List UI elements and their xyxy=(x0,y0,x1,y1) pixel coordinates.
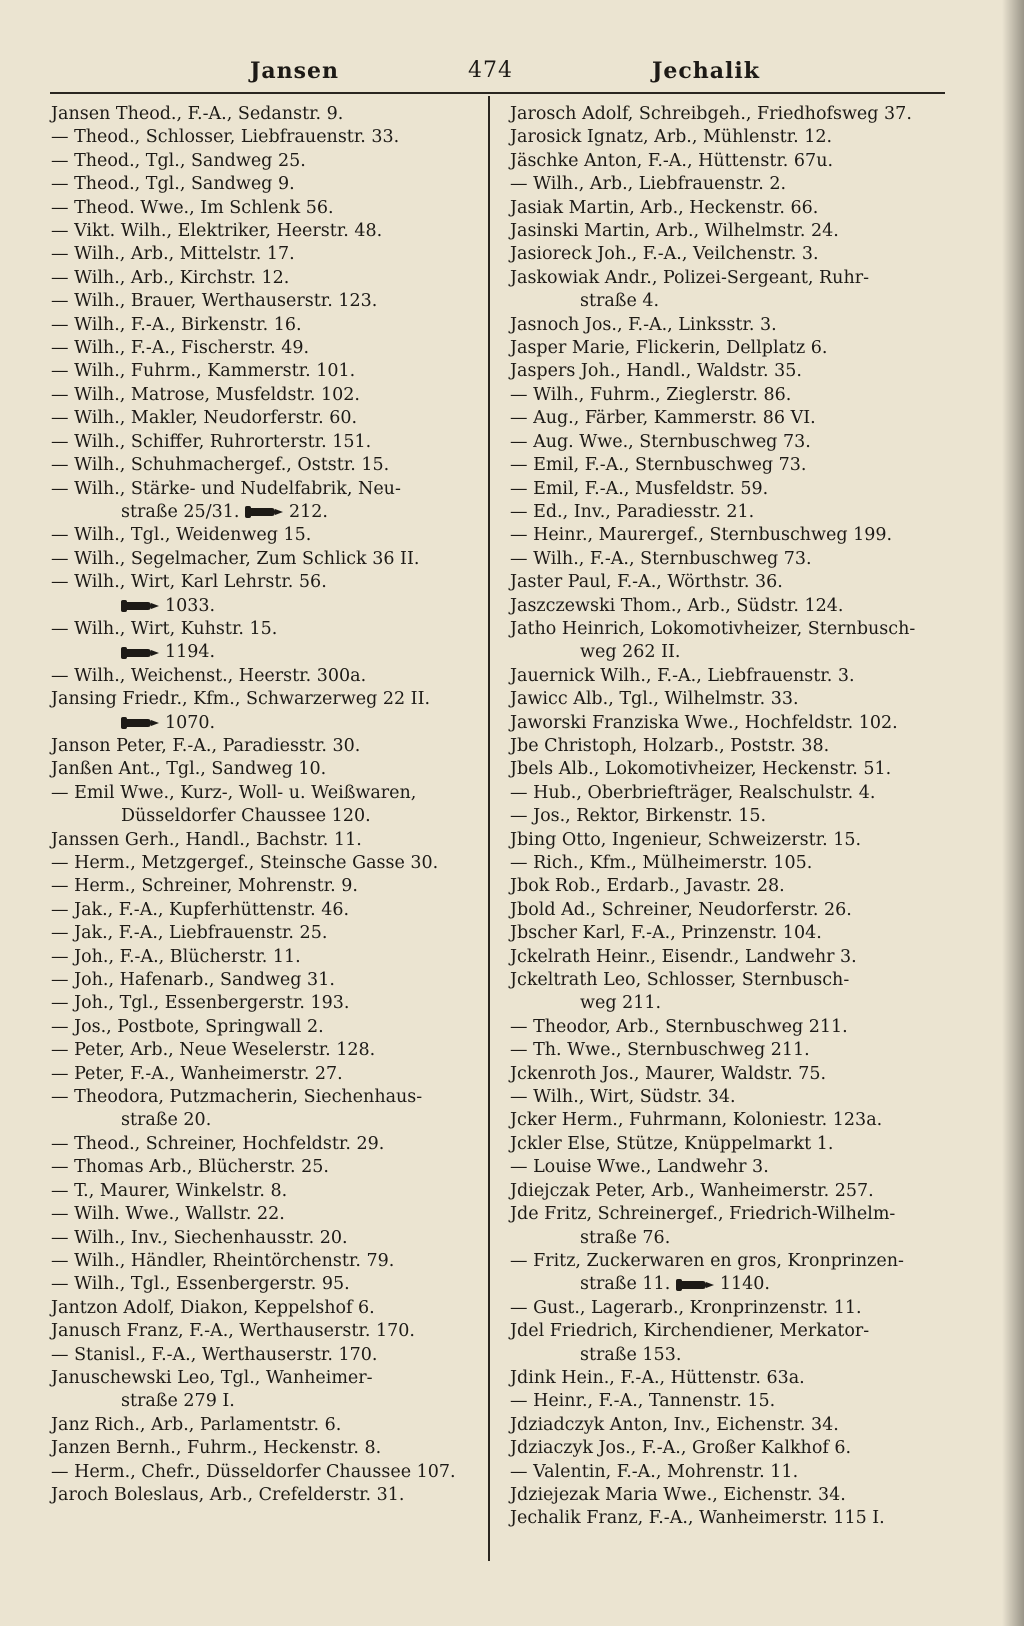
directory-entry xyxy=(51,1063,483,1086)
directory-entry xyxy=(51,969,483,992)
entry-text: — Theodora, Putzmacherin, Siechenhaus- xyxy=(51,1087,423,1108)
entry-text: — Stanisl., F.-A., Werthauserstr. 170. xyxy=(51,1344,378,1365)
entry-text: — Emil, F.-A., Musfeldstr. 59. xyxy=(510,478,769,499)
directory-entry xyxy=(51,1437,483,1460)
entry-text: — Wilh., Tgl., Essenbergerstr. 95. xyxy=(51,1274,350,1295)
entry-text: — Theod., Schlosser, Liebfrauenstr. 33. xyxy=(51,127,400,148)
entry-text: straße 4. xyxy=(580,291,660,312)
directory-entry xyxy=(510,712,942,735)
entry-text: Jbscher Karl, F.-A., Prinzenstr. 104. xyxy=(510,923,822,944)
entry-text: Jasiak Martin, Arb., Heckenstr. 66. xyxy=(510,197,819,218)
entry-text: Jäschke Anton, F.-A., Hüttenstr. 67u. xyxy=(510,150,834,171)
directory-entry xyxy=(51,618,483,641)
entry-continuation xyxy=(510,641,942,664)
directory-entry xyxy=(51,1320,483,1343)
entry-text: Jaroch Boleslaus, Arb., Crefelderstr. 31. xyxy=(51,1484,405,1505)
entry-text: — Wilh. Wwe., Wallstr. 22. xyxy=(51,1204,285,1225)
entry-text: straße 20. xyxy=(121,1110,212,1131)
entry-text: Janusch Franz, F.-A., Werthauserstr. 170. xyxy=(51,1321,415,1342)
entry-text: — Joh., F.-A., Blücherstr. 11. xyxy=(51,946,301,967)
directory-entry xyxy=(510,688,942,711)
entry-text: Jcker Herm., Fuhrmann, Koloniestr. 123a. xyxy=(510,1110,883,1131)
entry-text: Jasinski Martin, Arb., Wilhelmstr. 24. xyxy=(510,221,839,242)
entry-text: — Wilh., Wirt, Karl Lehrstr. 56. xyxy=(51,572,327,593)
entry-text: — Wilh., Händler, Rheintörchenstr. 79. xyxy=(51,1250,395,1271)
directory-entry xyxy=(51,946,483,969)
entry-text: — Th. Wwe., Sternbuschweg 211. xyxy=(510,1040,810,1061)
directory-entry xyxy=(510,150,942,173)
entry-text: — T., Maurer, Winkelstr. 8. xyxy=(51,1180,288,1201)
entry-text: — Theod., Schreiner, Hochfeldstr. 29. xyxy=(51,1133,385,1154)
directory-entry xyxy=(51,197,483,220)
entry-text: straße 279 I. xyxy=(121,1391,235,1412)
directory-entry xyxy=(510,618,942,641)
entry-text: — Heinr., Maurergef., Sternbuschweg 199. xyxy=(510,525,893,546)
directory-entry xyxy=(51,103,483,126)
entry-text: Jauernick Wilh., F.-A., Liebfrauenstr. 3. xyxy=(510,665,855,686)
entry-text: Jdiejczak Peter, Arb., Wanheimerstr. 257. xyxy=(510,1180,874,1201)
entry-continuation xyxy=(510,992,942,1015)
entry-text: — Wilh., Tgl., Weidenweg 15. xyxy=(51,525,312,546)
directory-entry xyxy=(510,360,942,383)
left-column xyxy=(51,103,483,1507)
entry-text: — Aug. Wwe., Sternbuschweg 73. xyxy=(510,431,811,452)
directory-entry xyxy=(510,1180,942,1203)
entry-continuation xyxy=(510,290,942,313)
directory-entry xyxy=(510,384,942,407)
directory-entry xyxy=(510,126,942,149)
entry-text: Jdziadczyk Anton, Inv., Eichenstr. 34. xyxy=(510,1414,839,1435)
directory-entry xyxy=(510,1367,942,1390)
directory-entry xyxy=(51,992,483,1015)
entry-text: — Jos., Rektor, Birkenstr. 15. xyxy=(510,806,767,827)
directory-entry xyxy=(51,524,483,547)
entry-text: — Wilh., Brauer, Werthauserstr. 123. xyxy=(51,291,378,312)
entry-text: — Wilh., Segelmacher, Zum Schlick 36 II. xyxy=(51,548,420,569)
entry-text: Jbold Ad., Schreiner, Neudorferstr. 26. xyxy=(510,899,852,920)
directory-entry xyxy=(51,875,483,898)
entry-continuation xyxy=(51,501,483,524)
entry-text: Jckeltrath Leo, Schlosser, Sternbusch- xyxy=(510,970,850,991)
entry-text: Düsseldorfer Chaussee 120. xyxy=(121,806,371,827)
directory-entry xyxy=(510,1039,942,1062)
entry-text: — Ed., Inv., Paradiesstr. 21. xyxy=(510,501,755,522)
directory-entry xyxy=(510,735,942,758)
directory-entry xyxy=(510,1297,942,1320)
entry-text: weg 262 II. xyxy=(580,642,681,663)
entry-continuation xyxy=(51,1109,483,1132)
entry-text: — Vikt. Wilh., Elektriker, Heerstr. 48. xyxy=(51,221,383,242)
directory-entry xyxy=(510,1250,942,1273)
entry-text: — Wilh., Stärke- und Nudelfabrik, Neu- xyxy=(51,478,401,499)
directory-entry xyxy=(51,571,483,594)
entry-text: straße 25/31. xyxy=(121,501,240,522)
entry-text: — Wilh., F.-A., Fischerstr. 49. xyxy=(51,338,310,359)
entry-text: Jaster Paul, F.-A., Wörthstr. 36. xyxy=(510,572,783,593)
entry-text: — Fritz, Zuckerwaren en gros, Kronprinzen- xyxy=(510,1250,904,1271)
page-edge-shadow xyxy=(1002,0,1024,1626)
entry-text: Jdel Friedrich, Kirchendiener, Merkator- xyxy=(510,1321,870,1342)
telephone-icon xyxy=(121,716,161,730)
entry-text: Jasnoch Jos., F.-A., Linksstr. 3. xyxy=(510,314,777,335)
directory-entry xyxy=(510,595,942,618)
directory-entry xyxy=(51,1273,483,1296)
directory-entry xyxy=(510,829,942,852)
entry-text: Jde Fritz, Schreinergef., Friedrich-Wilhelm- xyxy=(510,1204,896,1225)
directory-entry xyxy=(510,1507,942,1530)
directory-entry xyxy=(510,665,942,688)
directory-entry xyxy=(510,220,942,243)
entry-text: Janson Peter, F.-A., Paradiesstr. 30. xyxy=(51,735,361,756)
entry-text: — Rich., Kfm., Mülheimerstr. 105. xyxy=(510,853,813,873)
entry-text: straße 153. xyxy=(580,1344,682,1365)
telephone-number: 212. xyxy=(289,501,328,522)
entry-text: — Valentin, F.-A., Mohrenstr. 11. xyxy=(510,1461,799,1482)
telephone-number: 1194. xyxy=(165,642,216,663)
directory-entry xyxy=(510,454,942,477)
entry-text: — Theod., Tgl., Sandweg 25. xyxy=(51,150,306,171)
directory-entry xyxy=(510,1156,942,1179)
directory-entry xyxy=(51,126,483,149)
entry-text: Janzen Bernh., Fuhrm., Heckenstr. 8. xyxy=(51,1438,382,1459)
entry-text: Jckelrath Heinr., Eisendr., Landwehr 3. xyxy=(510,946,857,967)
entry-text: — Wilh., Wirt, Südstr. 34. xyxy=(510,1087,736,1108)
entry-text: — Aug., Färber, Kammerstr. 86 VI. xyxy=(510,408,816,429)
directory-entry xyxy=(510,1016,942,1039)
directory-entry xyxy=(510,431,942,454)
directory-entry xyxy=(51,1367,483,1390)
directory-entry xyxy=(510,875,942,898)
entry-text: Jansing Friedr., Kfm., Schwarzerweg 22 II. xyxy=(51,689,431,710)
entry-text: — Jos., Postbote, Springwall 2. xyxy=(51,1016,324,1037)
directory-entry xyxy=(510,524,942,547)
directory-entry xyxy=(51,360,483,383)
entry-text: — Thomas Arb., Blücherstr. 25. xyxy=(51,1157,329,1178)
entry-text: Jantzon Adolf, Diakon, Keppelshof 6. xyxy=(51,1297,375,1318)
entry-text: Jasper Marie, Flickerin, Dellplatz 6. xyxy=(510,338,828,359)
column-divider xyxy=(488,96,490,1561)
directory-entry xyxy=(510,571,942,594)
entry-text: straße 11. xyxy=(580,1274,671,1295)
entry-text: — Wilh., Schuhmachergef., Oststr. 15. xyxy=(51,455,390,476)
directory-entry xyxy=(510,1203,942,1226)
directory-entry xyxy=(51,1180,483,1203)
directory-entry xyxy=(510,314,942,337)
directory-entry xyxy=(510,758,942,781)
entry-text: — Peter, Arb., Neue Weselerstr. 128. xyxy=(51,1040,376,1061)
entry-text: — Wilh., Fuhrm., Zieglerstr. 86. xyxy=(510,384,792,405)
directory-entry xyxy=(51,782,483,805)
running-head-left: Jansen xyxy=(250,58,340,84)
entry-text: — Wilh., Arb., Kirchstr. 12. xyxy=(51,267,290,288)
entry-text: — Wilh., Wirt, Kuhstr. 15. xyxy=(51,618,278,639)
entry-continuation xyxy=(510,1273,942,1296)
directory-entry xyxy=(510,197,942,220)
entry-text: Jdziejezak Maria Wwe., Eichenstr. 34. xyxy=(510,1484,846,1505)
directory-entry xyxy=(510,1063,942,1086)
header-rule xyxy=(50,92,945,94)
directory-entry xyxy=(51,1484,483,1507)
directory-entry xyxy=(510,103,942,126)
entry-text: — Louise Wwe., Landwehr 3. xyxy=(510,1157,769,1178)
directory-entry xyxy=(510,501,942,524)
directory-entry xyxy=(510,1414,942,1437)
entry-text: — Herm., Schreiner, Mohrenstr. 9. xyxy=(51,876,358,897)
entry-text: — Hub., Oberbriefträger, Realschulstr. 4. xyxy=(510,782,876,803)
entry-continuation xyxy=(51,1390,483,1413)
directory-entry xyxy=(510,1461,942,1484)
entry-text: — Herm., Metzgergef., Steinsche Gasse 30. xyxy=(51,853,439,873)
directory-entry xyxy=(510,852,942,875)
directory-entry xyxy=(51,852,483,875)
entry-text: Jatho Heinrich, Lokomotivheizer, Sternbusch- xyxy=(510,618,916,639)
entry-text: Jansen Theod., F.-A., Sedanstr. 9. xyxy=(51,104,344,124)
page-number: 474 xyxy=(468,58,513,83)
entry-text: — Joh., Hafenarb., Sandweg 31. xyxy=(51,970,335,991)
directory-entry xyxy=(51,1344,483,1367)
entry-text: Jaspers Joh., Handl., Waldstr. 35. xyxy=(510,361,802,382)
entry-text: — Gust., Lagerarb., Kronprinzenstr. 11. xyxy=(510,1297,862,1318)
directory-entry xyxy=(510,548,942,571)
entry-text: — Wilh., Matrose, Musfeldstr. 102. xyxy=(51,384,360,405)
directory-entry xyxy=(510,805,942,828)
directory-entry xyxy=(510,478,942,501)
entry-text: — Theodor, Arb., Sternbuschweg 211. xyxy=(510,1016,848,1037)
directory-entry xyxy=(51,220,483,243)
entry-text: Jawicc Alb., Tgl., Wilhelmstr. 33. xyxy=(510,689,799,710)
telephone-icon xyxy=(245,505,285,519)
directory-entry xyxy=(51,1227,483,1250)
directory-entry xyxy=(510,1437,942,1460)
directory-entry xyxy=(51,478,483,501)
directory-entry xyxy=(51,1203,483,1226)
entry-text: — Wilh., Arb., Mittelstr. 17. xyxy=(51,244,295,265)
directory-entry xyxy=(510,969,942,992)
directory-entry xyxy=(510,173,942,196)
entry-text: Jdziaczyk Jos., F.-A., Großer Kalkhof 6. xyxy=(510,1438,852,1459)
directory-entry xyxy=(51,267,483,290)
directory-entry xyxy=(51,1156,483,1179)
entry-text: Jckler Else, Stütze, Knüppelmarkt 1. xyxy=(510,1133,834,1154)
entry-text: Jbing Otto, Ingenieur, Schweizerstr. 15. xyxy=(510,829,862,850)
directory-entry xyxy=(51,1297,483,1320)
entry-text: — Wilh., Arb., Liebfrauenstr. 2. xyxy=(510,174,787,195)
directory-entry xyxy=(510,1133,942,1156)
directory-entry xyxy=(510,1109,942,1132)
entry-text: Jasioreck Joh., F.-A., Veilchenstr. 3. xyxy=(510,244,819,265)
directory-entry xyxy=(51,1039,483,1062)
directory-entry xyxy=(51,431,483,454)
entry-continuation xyxy=(51,805,483,828)
entry-text: Januschewski Leo, Tgl., Wanheimer- xyxy=(51,1367,373,1388)
entry-text: Jechalik Franz, F.-A., Wanheimerstr. 115 I. xyxy=(510,1508,885,1529)
directory-entry xyxy=(510,267,942,290)
entry-text: Jaszczewski Thom., Arb., Südstr. 124. xyxy=(510,595,844,616)
directory-entry xyxy=(51,548,483,571)
entry-text: — Wilh., F.-A., Sternbuschweg 73. xyxy=(510,548,812,569)
telephone-number: 1140. xyxy=(719,1274,770,1295)
entry-text: Janßen Ant., Tgl., Sandweg 10. xyxy=(51,759,327,780)
directory-entry xyxy=(510,243,942,266)
entry-text: Jaworski Franziska Wwe., Hochfeldstr. 102. xyxy=(510,712,898,733)
entry-continuation xyxy=(51,641,483,664)
entry-text: — Wilh., Fuhrm., Kammerstr. 101. xyxy=(51,361,356,382)
directory-entry xyxy=(510,1390,942,1413)
running-head-right: Jechalik xyxy=(652,58,761,84)
entry-text: Jarosick Ignatz, Arb., Mühlenstr. 12. xyxy=(510,127,833,148)
telephone-number: 1033. xyxy=(165,595,216,616)
directory-entry xyxy=(510,946,942,969)
entry-text: — Wilh., Makler, Neudorferstr. 60. xyxy=(51,408,358,429)
directory-entry xyxy=(51,314,483,337)
directory-entry xyxy=(51,337,483,360)
directory-entry xyxy=(510,1320,942,1343)
directory-entry xyxy=(510,782,942,805)
directory-entry xyxy=(510,1484,942,1507)
directory-entry xyxy=(51,922,483,945)
entry-continuation xyxy=(51,595,483,618)
entry-text: Jarosch Adolf, Schreibgeh., Friedhofsweg 37. xyxy=(510,104,912,124)
directory-entry xyxy=(51,290,483,313)
entry-text: Jbe Christoph, Holzarb., Poststr. 38. xyxy=(510,735,830,756)
entry-continuation xyxy=(51,712,483,735)
entry-text: Jaskowiak Andr., Polizei-Sergeant, Ruhr- xyxy=(510,267,869,288)
entry-continuation xyxy=(510,1344,942,1367)
entry-text: — Joh., Tgl., Essenbergerstr. 193. xyxy=(51,993,350,1014)
directory-entry xyxy=(51,665,483,688)
directory-entry xyxy=(51,243,483,266)
entry-text: — Herm., Chefr., Düsseldorfer Chaussee 107. xyxy=(51,1461,456,1482)
directory-entry xyxy=(51,1250,483,1273)
directory-entry xyxy=(51,1016,483,1039)
directory-entry xyxy=(51,1414,483,1437)
entry-text: — Emil, F.-A., Sternbuschweg 73. xyxy=(510,455,807,476)
entry-text: — Wilh., F.-A., Birkenstr. 16. xyxy=(51,314,302,335)
right-column xyxy=(510,103,942,1531)
entry-text: Jdink Hein., F.-A., Hüttenstr. 63a. xyxy=(510,1367,805,1388)
directory-entry xyxy=(51,1133,483,1156)
entry-text: — Wilh., Schiffer, Ruhrorterstr. 151. xyxy=(51,431,372,452)
directory-entry xyxy=(51,688,483,711)
directory-entry xyxy=(510,922,942,945)
entry-text: straße 76. xyxy=(580,1227,671,1248)
entry-text: — Heinr., F.-A., Tannenstr. 15. xyxy=(510,1391,776,1412)
directory-entry xyxy=(51,454,483,477)
entry-text: — Peter, F.-A., Wanheimerstr. 27. xyxy=(51,1063,343,1084)
directory-entry xyxy=(51,407,483,430)
entry-text: — Theod. Wwe., Im Schlenk 56. xyxy=(51,197,334,218)
entry-text: — Emil Wwe., Kurz-, Woll- u. Weißwaren, xyxy=(51,782,417,803)
entry-text: weg 211. xyxy=(580,993,662,1014)
directory-entry xyxy=(51,150,483,173)
entry-text: — Jak., F.-A., Kupferhüttenstr. 46. xyxy=(51,899,350,920)
telephone-number: 1070. xyxy=(165,712,216,733)
entry-continuation xyxy=(510,1227,942,1250)
directory-entry xyxy=(510,1086,942,1109)
directory-entry xyxy=(51,173,483,196)
entry-text: — Wilh., Inv., Siechenhausstr. 20. xyxy=(51,1227,348,1248)
entry-text: Jbok Rob., Erdarb., Javastr. 28. xyxy=(510,876,785,897)
entry-text: — Jak., F.-A., Liebfrauenstr. 25. xyxy=(51,923,328,944)
directory-entry xyxy=(510,337,942,360)
telephone-icon xyxy=(121,599,161,613)
directory-entry xyxy=(51,899,483,922)
entry-text: Jckenroth Jos., Maurer, Waldstr. 75. xyxy=(510,1063,827,1084)
directory-entry xyxy=(51,384,483,407)
entry-text: Janz Rich., Arb., Parlamentstr. 6. xyxy=(51,1414,342,1435)
entry-text: — Wilh., Weichenst., Heerstr. 300a. xyxy=(51,665,367,686)
directory-entry xyxy=(51,1086,483,1109)
telephone-icon xyxy=(121,646,161,660)
directory-entry xyxy=(51,735,483,758)
directory-entry xyxy=(510,899,942,922)
telephone-icon xyxy=(676,1278,716,1292)
directory-entry xyxy=(510,407,942,430)
entry-text: Janssen Gerh., Handl., Bachstr. 11. xyxy=(51,829,362,850)
entry-text: Jbels Alb., Lokomotivheizer, Heckenstr. 51. xyxy=(510,759,892,780)
directory-entry xyxy=(51,758,483,781)
entry-text: — Theod., Tgl., Sandweg 9. xyxy=(51,174,295,195)
directory-entry xyxy=(51,1461,483,1484)
directory-entry xyxy=(51,829,483,852)
